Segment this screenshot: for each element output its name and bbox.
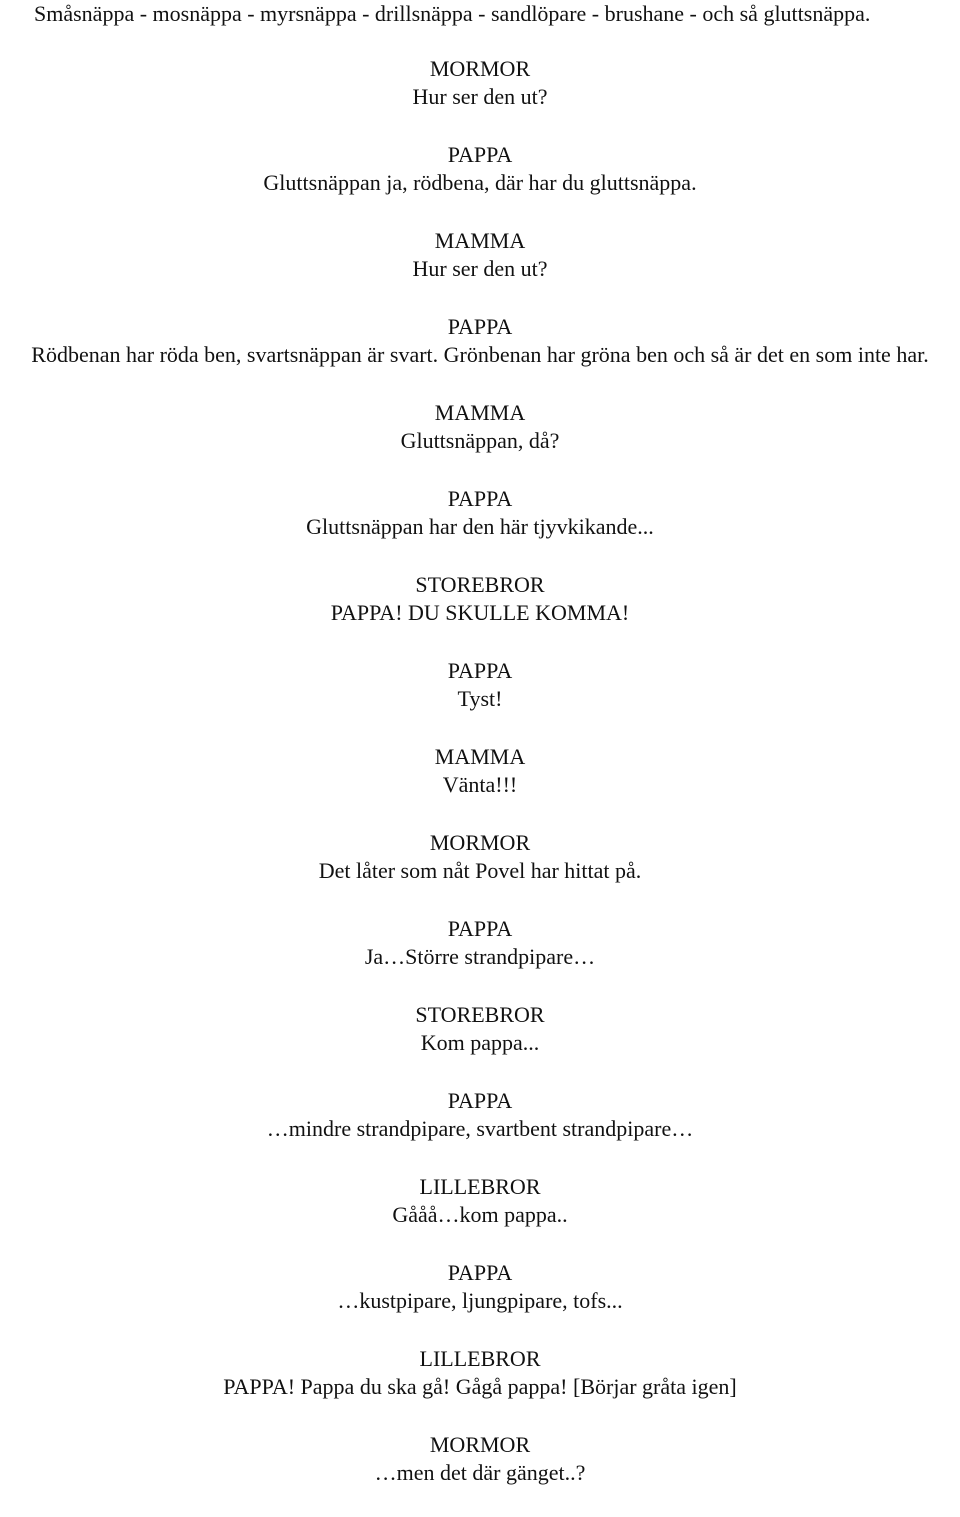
dialogue-block bbox=[0, 743, 960, 799]
dialogue-block bbox=[0, 571, 960, 627]
dialogue-line: …kustpipare, ljungpipare, tofs... bbox=[337, 1288, 623, 1313]
dialogue-block bbox=[0, 1001, 960, 1057]
dialogue-block bbox=[0, 55, 960, 111]
dialogue-block bbox=[0, 829, 960, 885]
dialogue-line: PAPPA! Pappa du ska gå! Gågå pappa! [Börjar gråta igen] bbox=[223, 1374, 737, 1399]
dialogue-line: Det låter som nåt Povel har hittat på. bbox=[318, 858, 642, 883]
dialogue-line: Gluttsnäppan, då? bbox=[400, 428, 560, 453]
dialogue-line: Kom pappa... bbox=[420, 1030, 540, 1055]
dialogue-block bbox=[0, 1431, 960, 1487]
speaker-name: PAPPA bbox=[447, 916, 513, 941]
dialogue-line: Gluttsnäppan har den här tjyvkikande... bbox=[306, 514, 654, 539]
speaker-name: MORMOR bbox=[429, 1432, 531, 1457]
opening-line: Småsnäppa - mosnäppa - myrsnäppa - drillsnäppa - sandlöpare - brushane - och så gluttsnäppa. bbox=[34, 1, 871, 26]
speaker-name: LILLEBROR bbox=[419, 1346, 541, 1371]
dialogue-block bbox=[0, 227, 960, 283]
speaker-name: PAPPA bbox=[447, 142, 513, 167]
speaker-name: MAMMA bbox=[434, 228, 526, 253]
dialogue-block bbox=[0, 915, 960, 971]
dialogue-block bbox=[0, 657, 960, 713]
dialogue-line: Hur ser den ut? bbox=[412, 84, 548, 109]
dialogue-line: Gååå…kom pappa.. bbox=[392, 1202, 568, 1227]
dialogue-block bbox=[0, 141, 960, 197]
dialogue-block bbox=[0, 1087, 960, 1143]
speaker-name: MAMMA bbox=[434, 400, 526, 425]
dialogue-block bbox=[0, 313, 960, 369]
dialogue-block bbox=[0, 485, 960, 541]
dialogue-line: Vänta!!! bbox=[442, 772, 518, 797]
speaker-name: PAPPA bbox=[447, 1260, 513, 1285]
dialogue-line: PAPPA! DU SKULLE KOMMA! bbox=[330, 600, 630, 625]
dialogue-line: Ja…Större strandpipare… bbox=[364, 944, 596, 969]
speaker-name: MAMMA bbox=[434, 744, 526, 769]
dialogue-line: Rödbenan har röda ben, svartsnäppan är svart. Grönbenan har gröna ben och så är det en som inte har. bbox=[31, 342, 929, 367]
speaker-name: MORMOR bbox=[429, 830, 531, 855]
dialogue-block bbox=[0, 1259, 960, 1315]
speaker-name: PAPPA bbox=[447, 658, 513, 683]
speaker-name: PAPPA bbox=[447, 486, 513, 511]
dialogue-line: Hur ser den ut? bbox=[412, 256, 548, 281]
dialogue-line: …mindre strandpipare, svartbent strandpipare… bbox=[266, 1116, 694, 1141]
speaker-name: STOREBROR bbox=[415, 572, 545, 597]
dialogue-block bbox=[0, 1173, 960, 1229]
dialogue-block bbox=[0, 1345, 960, 1401]
dialogue-line: Tyst! bbox=[457, 686, 503, 711]
dialogue-list bbox=[0, 55, 960, 1517]
speaker-name: PAPPA bbox=[447, 1088, 513, 1113]
speaker-name: STOREBROR bbox=[415, 1002, 545, 1027]
speaker-name: LILLEBROR bbox=[419, 1174, 541, 1199]
speaker-name: PAPPA bbox=[447, 314, 513, 339]
speaker-name: MORMOR bbox=[429, 56, 531, 81]
dialogue-line: Gluttsnäppan ja, rödbena, där har du gluttsnäppa. bbox=[263, 170, 697, 195]
dialogue-line: …men det där gänget..? bbox=[374, 1460, 586, 1485]
dialogue-block bbox=[0, 399, 960, 455]
